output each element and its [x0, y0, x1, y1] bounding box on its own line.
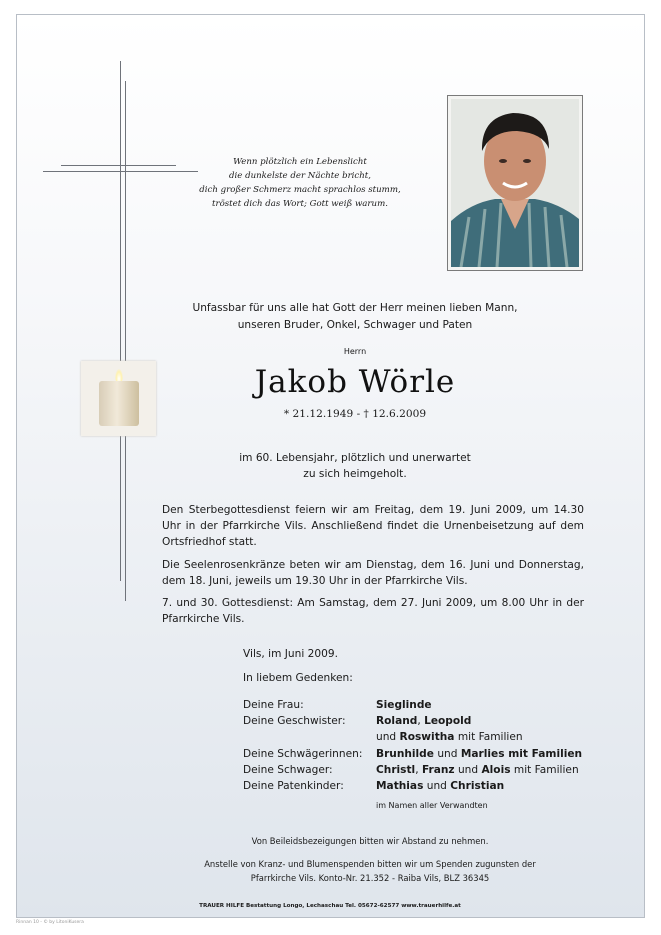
copyright-note: Rinnan 10 - © by LitoniKusera: [16, 920, 84, 925]
intro-line: Unfassbar für uns alle hat Gott der Herr meinen lieben Mann,: [192, 302, 518, 314]
donation-note: [150, 857, 590, 885]
family-member-name: Christian: [450, 780, 505, 793]
candle-icon: [81, 361, 156, 436]
family-member-name: Sieglinde: [376, 699, 432, 711]
poem-line: tröstet dich das Wort; Gott weiß warum.: [212, 199, 388, 209]
intro-text: [150, 300, 560, 333]
rosary-paragraph: Die Seelenrosenkränze beten wir am Dienstag, dem 16. Juni und Donnerstag, dem 18. Juni, jeweils um 19.30 Uhr in der Pfarrkirche Vils.: [162, 559, 584, 588]
relatives-note: im Namen aller Verwandten: [376, 801, 488, 810]
family-member-name: Roland: [376, 715, 418, 728]
family-relation: Deine Schwager:: [243, 763, 333, 776]
memory-line: In liebem Gedenken:: [243, 672, 353, 684]
family-members: [376, 729, 523, 745]
family-connector: und: [433, 747, 461, 760]
family-connector: und: [454, 763, 482, 776]
donation-line: Pfarrkirche Vils. Konto-Nr. 21.352 - Raiba Vils, BLZ 36345: [250, 873, 490, 883]
family-row: [243, 762, 582, 778]
family-member-name: Roswitha: [399, 731, 455, 744]
condolence-note: Von Beileidsbezeigungen bitten wir Abstand zu nehmen.: [251, 836, 489, 846]
age-line: im 60. Lebensjahr, plötzlich und unerwartet: [239, 452, 471, 464]
family-members: [376, 762, 579, 778]
family-row: [243, 713, 582, 729]
poem-line: Wenn plötzlich ein Lebenslicht: [233, 157, 367, 167]
family-member-name: Alois: [481, 763, 511, 776]
family-relation: Deine Frau:: [243, 699, 304, 711]
funeral-home-imprint: TRAUER HILFE Bestattung Longo, Lechaschau Tel. 05672-62577 www.trauerhilfe.at: [199, 903, 461, 909]
family-member-name: Mathias: [376, 780, 424, 793]
family-connector: ,: [417, 715, 425, 728]
memorial-service-paragraph: 7. und 30. Gottesdienst: Am Samstag, dem 27. Juni 2009, um 8.00 Uhr in der Pfarrkirche Vils.: [162, 597, 584, 626]
place-date: Vils, im Juni 2009.: [243, 648, 338, 660]
age-line: zu sich heimgeholt.: [303, 468, 407, 480]
family-row: [243, 778, 582, 794]
family-relation: Deine Schwägerinnen:: [243, 747, 363, 760]
portrait-icon: [451, 99, 579, 267]
intro-line: unseren Bruder, Onkel, Schwager und Paten: [237, 318, 473, 331]
family-list: [243, 697, 582, 794]
poem-line: dich großer Schmerz macht sprachlos stumm,: [199, 185, 401, 195]
funeral-service-paragraph: Den Sterbegottesdienst feiern wir am Freitag, dem 19. Juni 2009, um 14.30 Uhr in der Pfarrkirche Vils. Anschließend findet die Urnenbeisetzung auf dem Ortsfriedhof statt.: [162, 504, 584, 549]
family-member-name: Brunhilde: [376, 747, 434, 760]
family-member-name: Marlies mit Familien: [460, 747, 583, 760]
family-member-name: Leopold: [424, 715, 472, 728]
family-row: [243, 729, 582, 745]
family-relation: Deine Patenkinder:: [243, 780, 344, 793]
poem-line: die dunkelste der Nächte bricht,: [229, 171, 371, 181]
life-dates: * 21.12.1949 - † 12.6.2009: [283, 408, 427, 420]
deceased-name: Jakob Wörle: [254, 364, 456, 400]
family-members: [376, 778, 504, 794]
family-connector: mit Familien: [510, 763, 579, 776]
family-row: [243, 697, 582, 713]
family-member-name: Franz: [421, 763, 455, 776]
family-connector: und: [423, 780, 451, 793]
family-connector: mit Familien: [454, 731, 523, 744]
family-member-name: Christl: [376, 763, 416, 776]
family-row: [243, 746, 582, 762]
family-members: [376, 713, 471, 729]
salutation: Herrn: [343, 347, 367, 356]
family-connector: ,: [415, 763, 422, 776]
family-members: [376, 697, 432, 713]
family-members: [376, 746, 582, 762]
family-relation: [243, 729, 376, 745]
donation-line: Anstelle von Kranz- und Blumenspenden bitten wir um Spenden zugunsten der: [204, 859, 536, 869]
portrait-photo: [447, 95, 583, 271]
family-connector: und: [376, 731, 400, 744]
poem: [180, 155, 420, 211]
age-text: [150, 450, 560, 482]
family-relation: Deine Geschwister:: [243, 715, 346, 728]
